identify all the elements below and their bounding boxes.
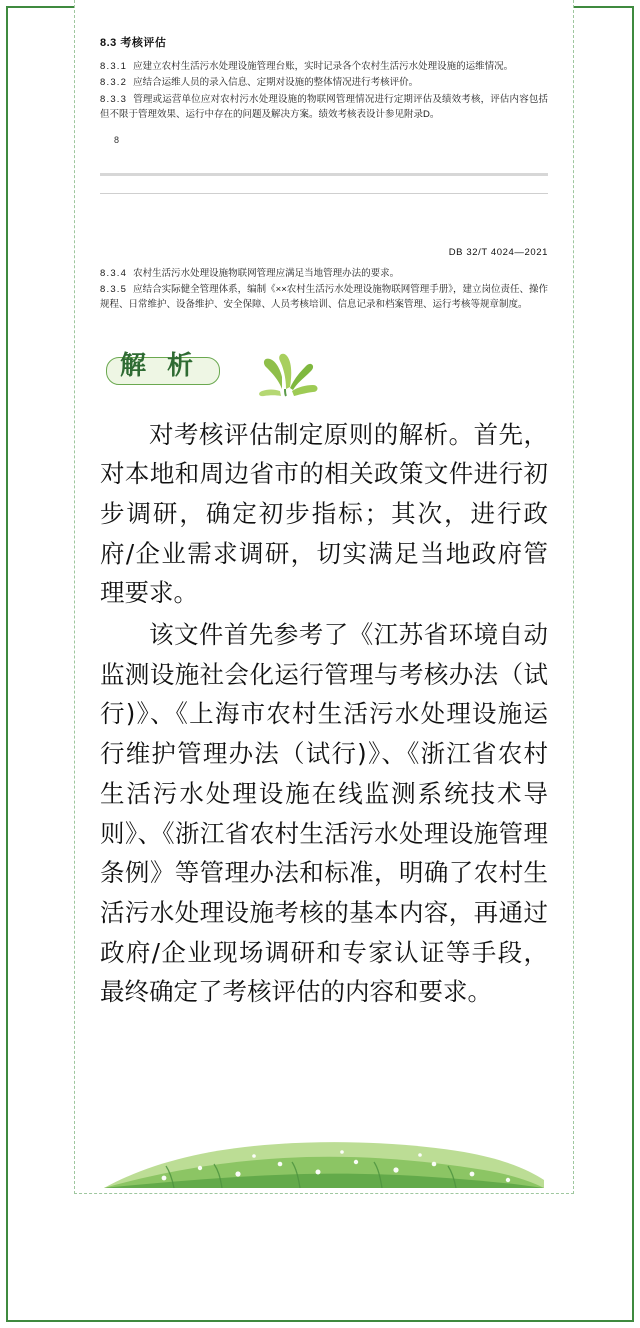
clause-text: 农村生活污水处理设施物联网管理应满足当地管理办法的要求。 xyxy=(133,267,400,279)
analysis-title: 解 析 xyxy=(120,350,200,381)
clause-number: 8.3.2 xyxy=(100,77,128,89)
clause-text: 应结合实际健全管理体系，编制《××农村生活污水处理设施物联网管理手册》，建立岗位责任、操作规程、日常维护、设备维护、安全保障、人员考核培训、信息记录和档案管理、运行考核等规章制度。 xyxy=(100,283,548,311)
page-content xyxy=(74,0,574,1194)
clause-text: 应结合运维人员的录入信息、定期对设施的整体情况进行考核评价。 xyxy=(133,77,419,89)
clause-item xyxy=(100,266,548,281)
separator-line-thin xyxy=(100,193,548,194)
clause-number: 8.3.5 xyxy=(100,283,128,295)
analysis-paragraph: 该文件首先参考了《江苏省环境自动监测设施社会化运行管理与考核办法（试行)》、《上海市农村生活污水处理设施运行维护管理办法（试行)》、《浙江省农村生活污水处理设施在线监测系统技术导则》、《浙江省农村生活污水处理设施管理条例》等管理办法和标准，明确了农村生活污水处理设施考核的基本内容，再通过政府/企业现场调研和专家认证等手段，最终确定了考核评估的内容和要求。 xyxy=(100,620,548,1007)
clause-number: 8.3.4 xyxy=(100,267,128,279)
clause-item xyxy=(100,59,548,74)
section-heading: 8.3 考核评估 xyxy=(100,37,167,49)
standard-excerpt-top xyxy=(100,0,548,145)
separator-line-thick xyxy=(100,173,548,176)
analysis-header xyxy=(100,339,548,401)
analysis-paragraph: 对考核评估制定原则的解析。首先，对本地和周边省市的相关政策文件进行初步调研，确定初步指标；其次，进行政府/企业需求调研，切实满足当地政府管理要求。 xyxy=(100,419,548,608)
clause-text: 管理或运营单位应对农村污水处理设施的物联网管理情况进行定期评估及绩效考核，评估内容包括但不限于管理效果、运行中存在的问题及解决方案。绩效考核表设计参见附录D。 xyxy=(100,93,548,121)
standard-excerpt-bottom xyxy=(100,195,548,313)
clause-number: 8.3.1 xyxy=(100,61,128,72)
clause-number: 8.3.3 xyxy=(100,93,128,105)
ginkgo-leaf-icon xyxy=(252,339,322,397)
clause-text: 应建立农村生活污水处理设施管理台账，实时记录各个农村生活污水处理设施的运维情况。 xyxy=(133,61,514,72)
analysis-body xyxy=(100,415,548,1012)
grass-illustration xyxy=(104,1122,544,1188)
page-break-separator xyxy=(100,173,548,195)
clause-item xyxy=(100,282,548,313)
page-number: 8 xyxy=(114,134,120,145)
clause-item xyxy=(100,92,548,123)
standard-code: DB 32/T 4024—2021 xyxy=(448,246,548,258)
clause-item xyxy=(100,75,548,90)
